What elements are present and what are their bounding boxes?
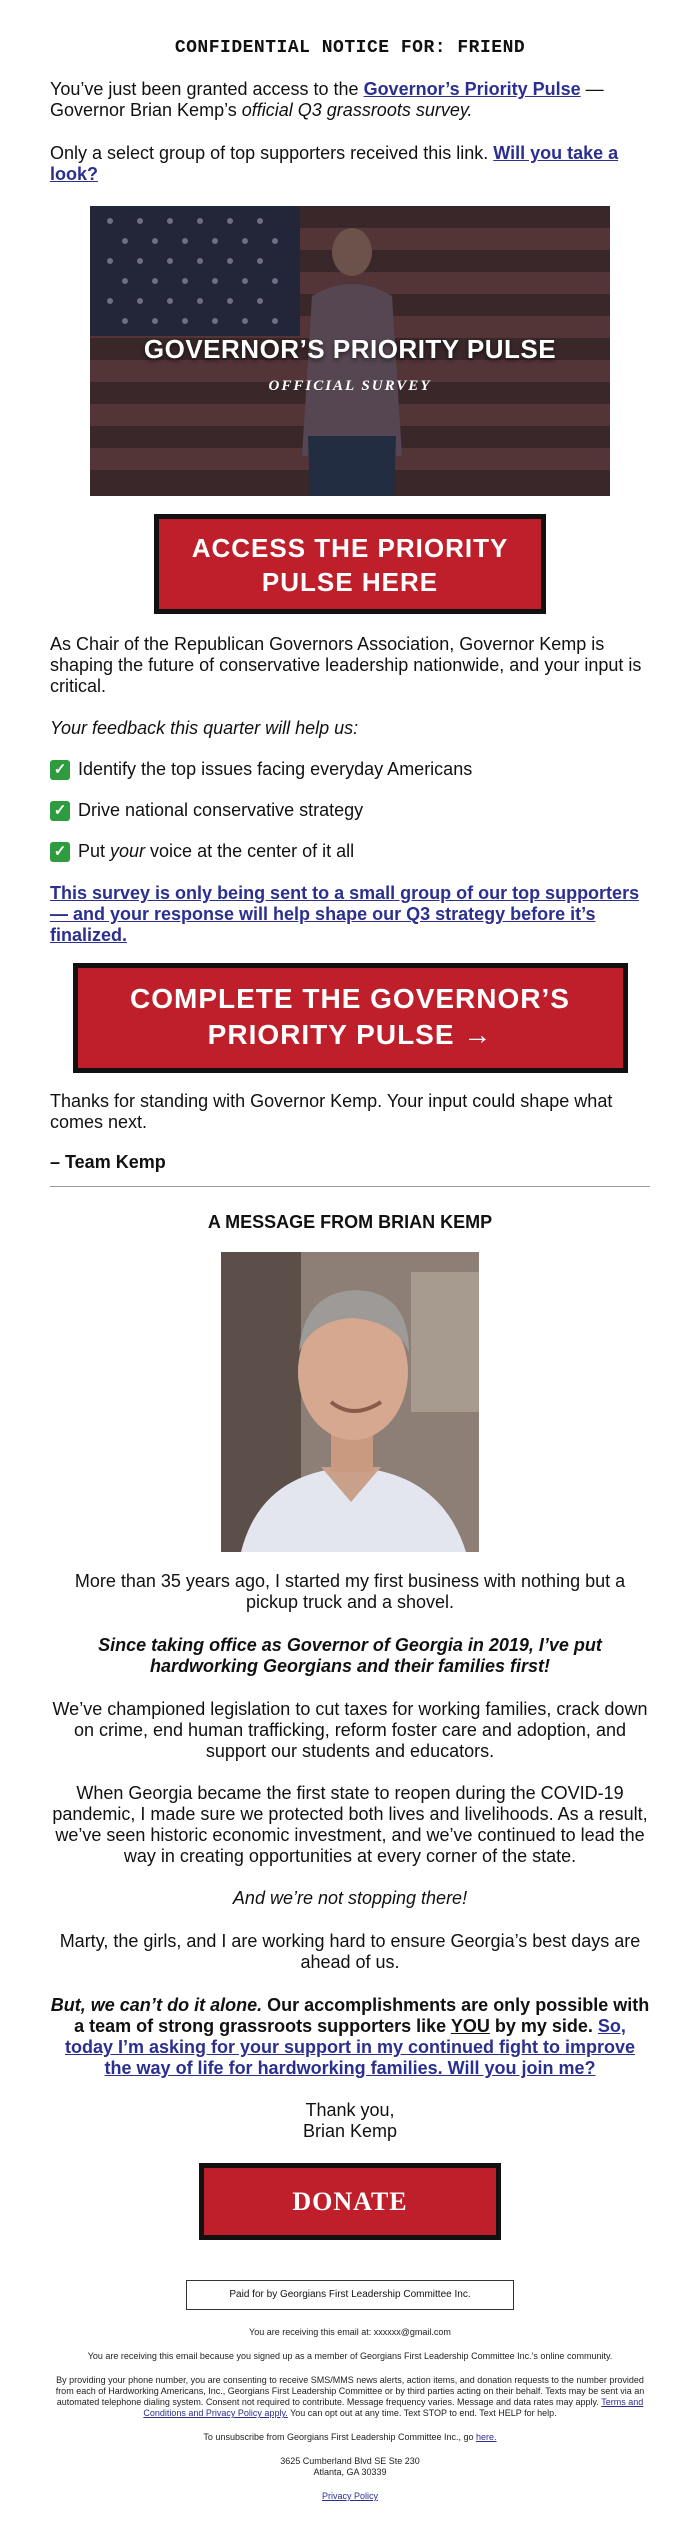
checklist-item: ✓ Drive national conservative strategy (50, 800, 650, 821)
priority-pulse-link[interactable]: Governor’s Priority Pulse (363, 79, 581, 99)
feedback-intro: Your feedback this quarter will help us: (50, 718, 359, 738)
hero-title: GOVERNOR’S PRIORITY PULSE (143, 334, 557, 364)
unsubscribe-notice: To unsubscribe from Georgians First Leadership Committee Inc., go here. (203, 2432, 497, 2442)
checklist-item: ✓ Identify the top issues facing everyday Americans (50, 759, 650, 780)
checkmark-icon: ✓ (50, 801, 70, 821)
message-paragraph: Marty, the girls, and I are working hard to ensure Georgia’s best days are ahead of us. (59, 1931, 641, 1972)
checkmark-icon: ✓ (50, 760, 70, 780)
sms-consent-notice: By providing your phone number, you are consenting to receive SMS/MMS news alerts, action items, and donation requests to the number provided from each of Hardworking Americans, Inc., Georgians First Leadership Committee or by third parties acting on their behalf. Texts may be sent via an automated telephone dialing system. Consent not required to contribute. Message frequency varies. Message and data rates may apply. Terms and Conditions and Privacy Policy apply. You can opt out at any time. Text STOP to end. Text HELP for help. (55, 2375, 645, 2418)
unsubscribe-link[interactable]: here. (476, 2432, 497, 2442)
message-paragraph: And we’re not stopping there! (232, 1888, 468, 1908)
complete-priority-pulse-button[interactable]: COMPLETE THE GOVERNOR’S PRIORITY PULSE → (73, 963, 628, 1073)
exclusive-survey-paragraph (50, 883, 650, 946)
take-a-look-link[interactable]: Will you take a look? (50, 143, 619, 184)
access-priority-pulse-button[interactable]: ACCESS THE PRIORITY PULSE HERE (154, 514, 546, 614)
join-me-link[interactable]: So, today I’m asking for your support in my continued fight to improve the way of life for hardworking families. Will you join me? (64, 2016, 636, 2078)
hero-banner[interactable] (90, 206, 610, 496)
email-body (50, 0, 650, 2502)
select-group-paragraph: Only a select group of top supporters received this link. Will you take a look? (50, 143, 619, 184)
closing-signature: Thank you, Brian Kemp (302, 2100, 398, 2141)
message-paragraph: Since taking office as Governor of Georgia in 2019, I’ve put hardworking Georgians and their families first! (98, 1635, 602, 1676)
mailing-address: 3625 Cumberland Blvd SE Ste 230 Atlanta, GA 30339 (280, 2456, 420, 2477)
message-paragraph: When Georgia became the first state to reopen during the COVID-19 pandemic, I made sure we protected both lives and livelihoods. As a result, we’ve seen historic economic investment, and we’ve continued to lead the way in creating opportunities at every corner of the state. (52, 1783, 648, 1866)
thanks-paragraph: Thanks for standing with Governor Kemp. Your input could shape what comes next. (50, 1091, 613, 1132)
intro-paragraph: You’ve just been granted access to the Governor’s Priority Pulse — Governor Brian Kemp’s official Q3 grassroots survey. (50, 79, 604, 120)
chair-paragraph: As Chair of the Republican Governors Association, Governor Kemp is shaping the future of conservative leadership nationwide, and your input is critical. (50, 634, 642, 696)
signup-notice: You are receiving this email because you signed up as a member of Georgians First Leadership Committee Inc.’s online community. (87, 2351, 613, 2361)
divider (50, 1186, 650, 1187)
receiving-email-notice: You are receiving this email at: xxxxxx@gmail.com (249, 2327, 451, 2337)
checklist-item: ✓ Put your voice at the center of it all (50, 841, 650, 862)
privacy-policy-link[interactable]: Privacy Policy (321, 2491, 378, 2501)
checkmark-icon: ✓ (50, 842, 70, 862)
confidential-notice: CONFIDENTIAL NOTICE FOR: FRIEND (174, 38, 526, 58)
message-paragraph: We’ve championed legislation to cut taxes for working families, crack down on crime, end human trafficking, reform foster care and adoption, and support our students and educators. (52, 1699, 648, 1761)
privacy-policy-line (50, 2491, 650, 2502)
message-paragraph: More than 35 years ago, I started my first business with nothing but a pickup truck and a shovel. (74, 1571, 626, 1612)
paid-for-disclaimer: Paid for by Georgians First Leadership Committee Inc. (186, 2280, 514, 2310)
team-signoff: – Team Kemp (50, 1152, 166, 1172)
exclusive-survey-link[interactable]: This survey is only being sent to a small group of our top supporters — and your response will help shape our Q3 strategy before it’s finalized. (50, 883, 640, 945)
support-appeal-paragraph: But, we can’t do it alone. Our accomplishments are only possible with a team of strong grassroots supporters like YOU by my side. So, today I’m asking for your support in my continued fight to improve the way of life for hardworking families. Will you join me? (50, 1995, 650, 2078)
donate-button[interactable]: DONATE (199, 2163, 501, 2240)
brian-kemp-portrait (221, 1252, 479, 1552)
terms-privacy-link[interactable]: Terms and Conditions and Privacy Policy apply. (143, 2397, 644, 2418)
message-heading: A MESSAGE FROM BRIAN KEMP (207, 1212, 493, 1232)
hero-subtitle: OFFICIAL SURVEY (268, 378, 432, 394)
